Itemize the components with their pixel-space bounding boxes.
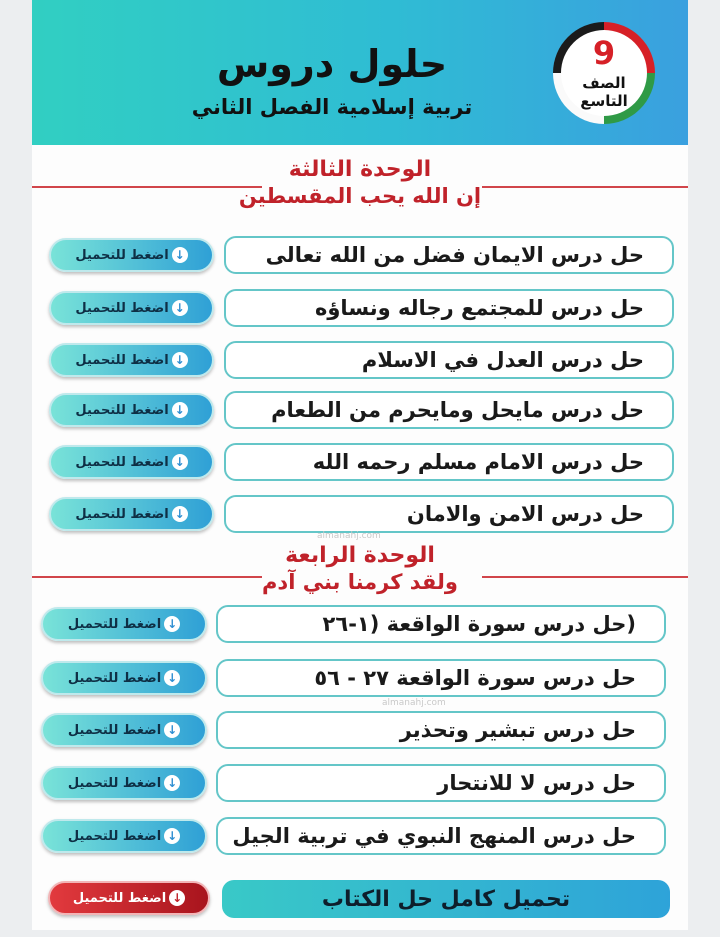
- grade-badge-inner: [561, 30, 647, 116]
- grade-label: الصف: [582, 74, 626, 92]
- down-arrow-icon: ↓: [172, 300, 188, 316]
- download-label: اضغط للتحميل: [75, 300, 169, 316]
- down-arrow-icon: ↓: [169, 890, 185, 906]
- download-button[interactable]: [49, 238, 214, 272]
- download-button[interactable]: [49, 497, 214, 531]
- download-label: اضغط للتحميل: [72, 890, 167, 906]
- download-label: اضغط للتحميل: [75, 454, 169, 470]
- page-subtitle: تربية إسلامية الفصل الثاني: [191, 95, 473, 119]
- download-button[interactable]: [41, 661, 207, 695]
- down-arrow-icon: ↓: [172, 506, 188, 522]
- down-arrow-icon: ↓: [164, 722, 180, 738]
- lesson-item[interactable]: حل درس تبشير وتحذير: [216, 711, 666, 749]
- down-arrow-icon: ↓: [164, 828, 180, 844]
- download-label: اضغط للتحميل: [75, 352, 169, 368]
- page-title: حلول دروس: [216, 42, 448, 86]
- download-button[interactable]: [49, 343, 214, 377]
- full-book-label[interactable]: تحميل كامل حل الكتاب: [222, 880, 670, 918]
- watermark: almanahj.com: [382, 698, 446, 708]
- down-arrow-icon: ↓: [172, 402, 188, 418]
- grade-name: التاسع: [580, 92, 628, 110]
- download-button[interactable]: [41, 713, 207, 747]
- lesson-item[interactable]: حل درس لا للانتحار: [216, 764, 666, 802]
- lesson-item[interactable]: حل درس سورة الواقعة ٢٧ - ٥٦: [216, 659, 666, 697]
- page-sheet: [32, 0, 688, 930]
- download-label: اضغط للتحميل: [67, 722, 162, 738]
- download-button[interactable]: [41, 607, 207, 641]
- download-label: اضغط للتحميل: [75, 402, 169, 418]
- lesson-item[interactable]: (حل درس سورة الواقعة (١-٢٦: [216, 605, 666, 643]
- header-banner: [32, 0, 688, 145]
- unit4-subtitle: ولقد كرمنا بني آدم: [262, 570, 458, 594]
- download-label: اضغط للتحميل: [67, 616, 162, 632]
- lesson-item[interactable]: حل درس العدل في الاسلام: [224, 341, 674, 379]
- download-button[interactable]: [41, 766, 207, 800]
- download-button[interactable]: [49, 445, 214, 479]
- unit3-subtitle: إن الله يحب المقسطين: [238, 184, 482, 208]
- grade-number: 9: [592, 34, 616, 72]
- grade-badge: [553, 22, 655, 124]
- download-label: اضغط للتحميل: [75, 506, 169, 522]
- unit3-title: الوحدة الثالثة: [288, 157, 432, 182]
- download-button[interactable]: [41, 819, 207, 853]
- down-arrow-icon: ↓: [164, 670, 180, 686]
- lesson-item[interactable]: حل درس الامام مسلم رحمه الله: [224, 443, 674, 481]
- down-arrow-icon: ↓: [172, 352, 188, 368]
- download-label: اضغط للتحميل: [75, 247, 169, 263]
- watermark: almanahj.com: [317, 531, 381, 541]
- lesson-item[interactable]: حل درس الايمان فضل من الله تعالى: [224, 236, 674, 274]
- down-arrow-icon: ↓: [172, 454, 188, 470]
- lesson-item[interactable]: حل درس الامن والامان: [224, 495, 674, 533]
- download-label: اضغط للتحميل: [67, 775, 162, 791]
- download-label: اضغط للتحميل: [67, 670, 162, 686]
- down-arrow-icon: ↓: [172, 247, 188, 263]
- download-label: اضغط للتحميل: [67, 828, 162, 844]
- lesson-item[interactable]: حل درس مايحل ومايحرم من الطعام: [224, 391, 674, 429]
- down-arrow-icon: ↓: [164, 775, 180, 791]
- download-button[interactable]: [49, 393, 214, 427]
- lesson-item[interactable]: حل درس المنهج النبوي في تربية الجيل: [216, 817, 666, 855]
- full-book-download-button[interactable]: [48, 881, 210, 915]
- lesson-item[interactable]: حل درس للمجتمع رجاله ونساؤه: [224, 289, 674, 327]
- down-arrow-icon: ↓: [164, 616, 180, 632]
- unit4-title: الوحدة الرابعة: [285, 543, 435, 568]
- download-button[interactable]: [49, 291, 214, 325]
